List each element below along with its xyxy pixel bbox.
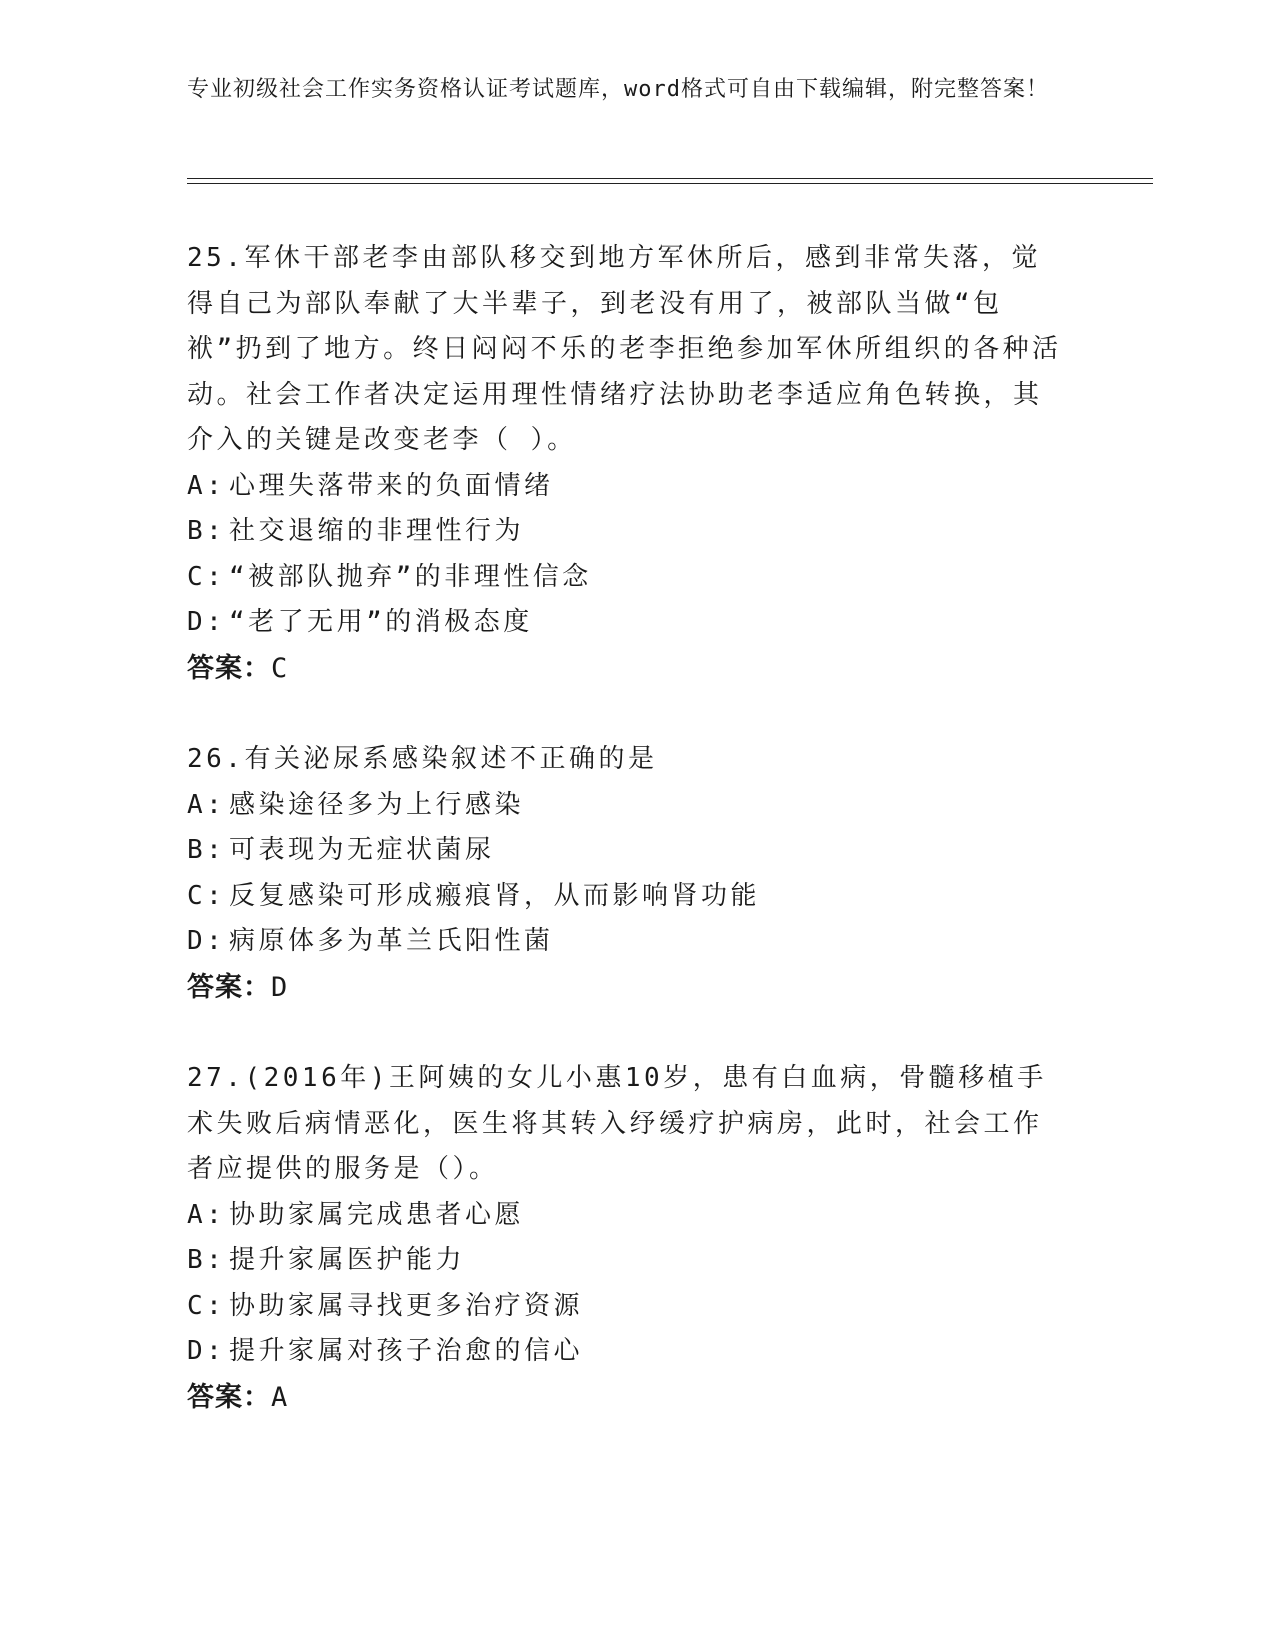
option-c: [187, 1284, 1067, 1330]
option-c: [187, 555, 1067, 601]
question-number: 27.: [187, 1063, 245, 1093]
question-number: 25.: [187, 243, 245, 273]
option-text: “老了无用”的消极态度: [229, 607, 533, 637]
header-text: 专业初级社会工作实务资格认证考试题库，word格式可自由下载编辑，附完整答案！: [187, 77, 1049, 102]
answer-label: 答案：: [187, 971, 271, 1003]
option-text: 反复感染可形成瘢痕肾，从而影响肾功能: [229, 880, 761, 911]
document-header: [187, 74, 1067, 106]
option-letter: A:: [187, 1199, 226, 1230]
option-a: [187, 783, 1067, 829]
option-text: 提升家属医护能力: [229, 1245, 466, 1275]
option-letter: B:: [187, 516, 226, 546]
question-27: [187, 1056, 1067, 1420]
question-stem: [187, 1056, 1067, 1193]
question-text: (2016年)王阿姨的女儿小惠10岁，患有白血病，骨髓移植手术失败后病情恶化，医生将其转入纾缓疗护病房，此时，社会工作者应提供的服务是（）。: [187, 1063, 1047, 1184]
question-stem: [187, 737, 1067, 783]
option-a: [187, 1193, 1067, 1239]
option-letter: C:: [187, 1290, 226, 1321]
header-rule-top: [187, 178, 1153, 179]
question-26: [187, 737, 1067, 1010]
option-b: [187, 509, 1067, 555]
answer-label: 答案：: [187, 1381, 271, 1413]
option-text: 社交退缩的非理性行为: [229, 516, 525, 546]
option-letter: D:: [187, 607, 226, 637]
option-text: 病原体多为革兰氏阳性菌: [229, 926, 554, 956]
option-text: 提升家属对孩子治愈的信心: [229, 1336, 584, 1366]
option-d: [187, 1329, 1067, 1375]
question-25: [187, 236, 1067, 691]
option-text: “被部队抛弃”的非理性信念: [229, 561, 592, 592]
option-letter: C:: [187, 880, 226, 911]
option-letter: B:: [187, 1245, 226, 1275]
option-b: [187, 1238, 1067, 1284]
question-stem: [187, 236, 1067, 464]
answer-value: D: [271, 971, 289, 1003]
option-text: 协助家属完成患者心愿: [229, 1199, 525, 1230]
answer-line: [187, 1375, 1067, 1421]
option-letter: D:: [187, 926, 226, 956]
option-letter: C:: [187, 561, 226, 592]
option-text: 协助家属寻找更多治疗资源: [229, 1290, 584, 1321]
header-rule-bottom: [187, 183, 1153, 184]
answer-label: 答案：: [187, 652, 271, 684]
option-letter: A:: [187, 789, 226, 820]
option-letter: A:: [187, 470, 226, 501]
option-text: 可表现为无症状菌尿: [229, 835, 495, 865]
question-text: 军休干部老李由部队移交到地方军休所后，感到非常失落，觉得自己为部队奉献了大半辈子，到老没有用了，被部队当做“包袱”扔到了地方。终日闷闷不乐的老李拒绝参加军休所组织的各种活动。社会工作者决定运用理性情绪疗法协助老李适应角色转换，其介入的关键是改变老李（ ）。: [187, 243, 1062, 455]
answer-value: C: [271, 652, 289, 684]
answer-value: A: [271, 1381, 289, 1413]
question-list: [187, 236, 1067, 1466]
option-d: [187, 919, 1067, 965]
option-b: [187, 828, 1067, 874]
option-text: 心理失落带来的负面情绪: [229, 470, 554, 501]
question-text: 有关泌尿系感染叙述不正确的是: [244, 744, 658, 774]
option-c: [187, 874, 1067, 920]
option-letter: B:: [187, 835, 226, 865]
question-number: 26.: [187, 744, 245, 774]
option-d: [187, 600, 1067, 646]
option-a: [187, 464, 1067, 510]
option-text: 感染途径多为上行感染: [229, 789, 525, 820]
answer-line: [187, 646, 1067, 692]
option-letter: D:: [187, 1336, 226, 1366]
answer-line: [187, 965, 1067, 1011]
